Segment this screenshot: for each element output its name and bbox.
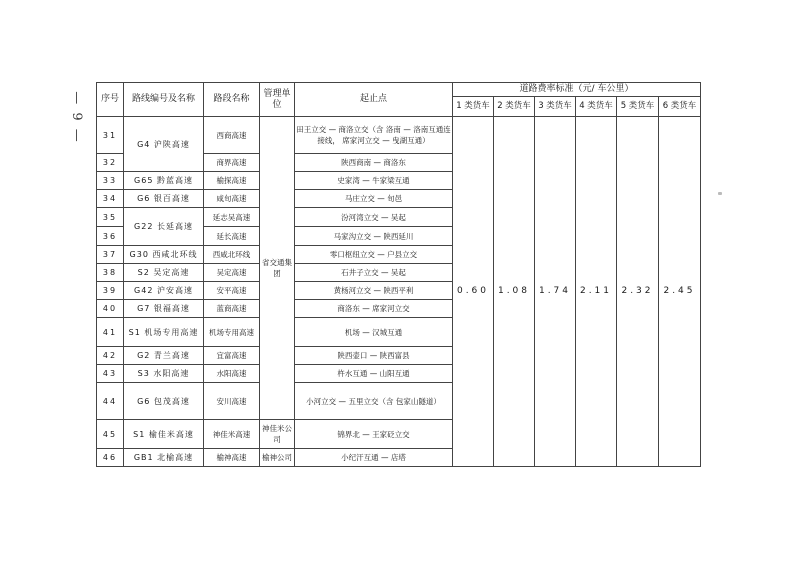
route-name: G22 长延高速 <box>124 208 204 246</box>
span-text: 石井子立交 — 吴起 <box>295 264 453 282</box>
span-text: 陕西商南 — 商洛东 <box>295 154 453 172</box>
segment-name: 延志吴高速 <box>204 208 260 227</box>
header-class-5: 5 类货车 <box>617 97 659 117</box>
scan-mark <box>718 192 722 195</box>
route-name: G7 银福高速 <box>124 300 204 318</box>
span-text: 小河立交 — 五里立交（含 包家山隧道） <box>295 383 453 420</box>
row-no: 32 <box>97 154 124 172</box>
segment-name: 榆神高速 <box>204 449 260 467</box>
segment-name: 安平高速 <box>204 282 260 300</box>
mgmt-unit: 省交通集团 <box>260 117 295 420</box>
mgmt-unit: 神佳米公司 <box>260 420 295 449</box>
row-no: 43 <box>97 365 124 383</box>
row-no: 35 <box>97 208 124 227</box>
segment-name: 延长高速 <box>204 227 260 246</box>
rate-class-1: 0.60 <box>453 117 494 467</box>
segment-name: 水阳高速 <box>204 365 260 383</box>
rate-class-5: 2.32 <box>617 117 659 467</box>
span-text: 小纪汗互通 — 店塔 <box>295 449 453 467</box>
header-span: 起止点 <box>295 83 453 117</box>
row-no: 41 <box>97 318 124 347</box>
span-text: 零口枢纽立交 — 户县立交 <box>295 246 453 264</box>
toll-rate-table <box>96 82 701 467</box>
mgmt-unit: 榆神公司 <box>260 449 295 467</box>
span-text: 马家沟立交 — 陕西延川 <box>295 227 453 246</box>
header-class-3: 3 类货车 <box>535 97 576 117</box>
row-no: 45 <box>97 420 124 449</box>
segment-name: 榆探高速 <box>204 172 260 190</box>
span-text: 黄杨河立交 — 陕西平利 <box>295 282 453 300</box>
route-name: GB1 北榆高速 <box>124 449 204 467</box>
rate-class-2: 1.08 <box>494 117 535 467</box>
route-name: G30 西咸北环线 <box>124 246 204 264</box>
segment-name: 神佳米高速 <box>204 420 260 449</box>
header-rate-title: 道路费率标准（元/ 车公里） <box>453 83 701 97</box>
segment-name: 西咸北环线 <box>204 246 260 264</box>
segment-name: 商界高速 <box>204 154 260 172</box>
route-name: G6 包茂高速 <box>124 383 204 420</box>
segment-name: 咸旬高速 <box>204 190 260 208</box>
header-class-4: 4 类货车 <box>576 97 617 117</box>
row-no: 33 <box>97 172 124 190</box>
segment-name: 安川高速 <box>204 383 260 420</box>
route-name: G6 银百高速 <box>124 190 204 208</box>
route-name: G65 黔蓝高速 <box>124 172 204 190</box>
span-text: 商洛东 — 席家河立交 <box>295 300 453 318</box>
segment-name: 机场专用高速 <box>204 318 260 347</box>
span-text: 田王立交 — 商洛立交（含 洛南 — 洛南互通连接线， 席家河立交 — 曳湖互通） <box>295 117 453 154</box>
row-no: 38 <box>97 264 124 282</box>
row-no: 36 <box>97 227 124 246</box>
row-no: 31 <box>97 117 124 154</box>
route-name: G4 沪陕高速 <box>124 117 204 172</box>
segment-name: 蓝商高速 <box>204 300 260 318</box>
route-name: S2 吴定高速 <box>124 264 204 282</box>
header-route: 路线编号及名称 <box>124 83 204 117</box>
header-mgmt: 管理单位 <box>260 83 295 117</box>
span-text: 马庄立交 — 旬邑 <box>295 190 453 208</box>
span-text: 陕西壶口 — 陕西富县 <box>295 347 453 365</box>
span-text: 杵水互通 — 山阳互通 <box>295 365 453 383</box>
rate-class-6: 2.45 <box>659 117 701 467</box>
header-segment: 路段名称 <box>204 83 260 117</box>
span-text: 机场 — 汉城互通 <box>295 318 453 347</box>
route-name: S1 机场专用高速 <box>124 318 204 347</box>
segment-name: 西商高速 <box>204 117 260 154</box>
header-class-1: 1 类货车 <box>453 97 494 117</box>
row-no: 37 <box>97 246 124 264</box>
segment-name: 宜富高速 <box>204 347 260 365</box>
header-no: 序号 <box>97 83 124 117</box>
row-no: 39 <box>97 282 124 300</box>
route-name: S1 榆佳米高速 <box>124 420 204 449</box>
route-name: S3 水阳高速 <box>124 365 204 383</box>
row-no: 44 <box>97 383 124 420</box>
segment-name: 吴定高速 <box>204 264 260 282</box>
page-number: — 9 — <box>68 91 84 144</box>
row-no: 42 <box>97 347 124 365</box>
span-text: 汾河湾立交 — 吴起 <box>295 208 453 227</box>
table-row <box>97 117 701 154</box>
route-name: G42 沪安高速 <box>124 282 204 300</box>
span-text: 史家湾 — 牛家梁互通 <box>295 172 453 190</box>
route-name: G2 青兰高速 <box>124 347 204 365</box>
row-no: 40 <box>97 300 124 318</box>
span-text: 锦界北 — 王家砭立交 <box>295 420 453 449</box>
rate-class-4: 2.11 <box>576 117 617 467</box>
row-no: 46 <box>97 449 124 467</box>
row-no: 34 <box>97 190 124 208</box>
header-class-6: 6 类货车 <box>659 97 701 117</box>
rate-class-3: 1.74 <box>535 117 576 467</box>
header-class-2: 2 类货车 <box>494 97 535 117</box>
